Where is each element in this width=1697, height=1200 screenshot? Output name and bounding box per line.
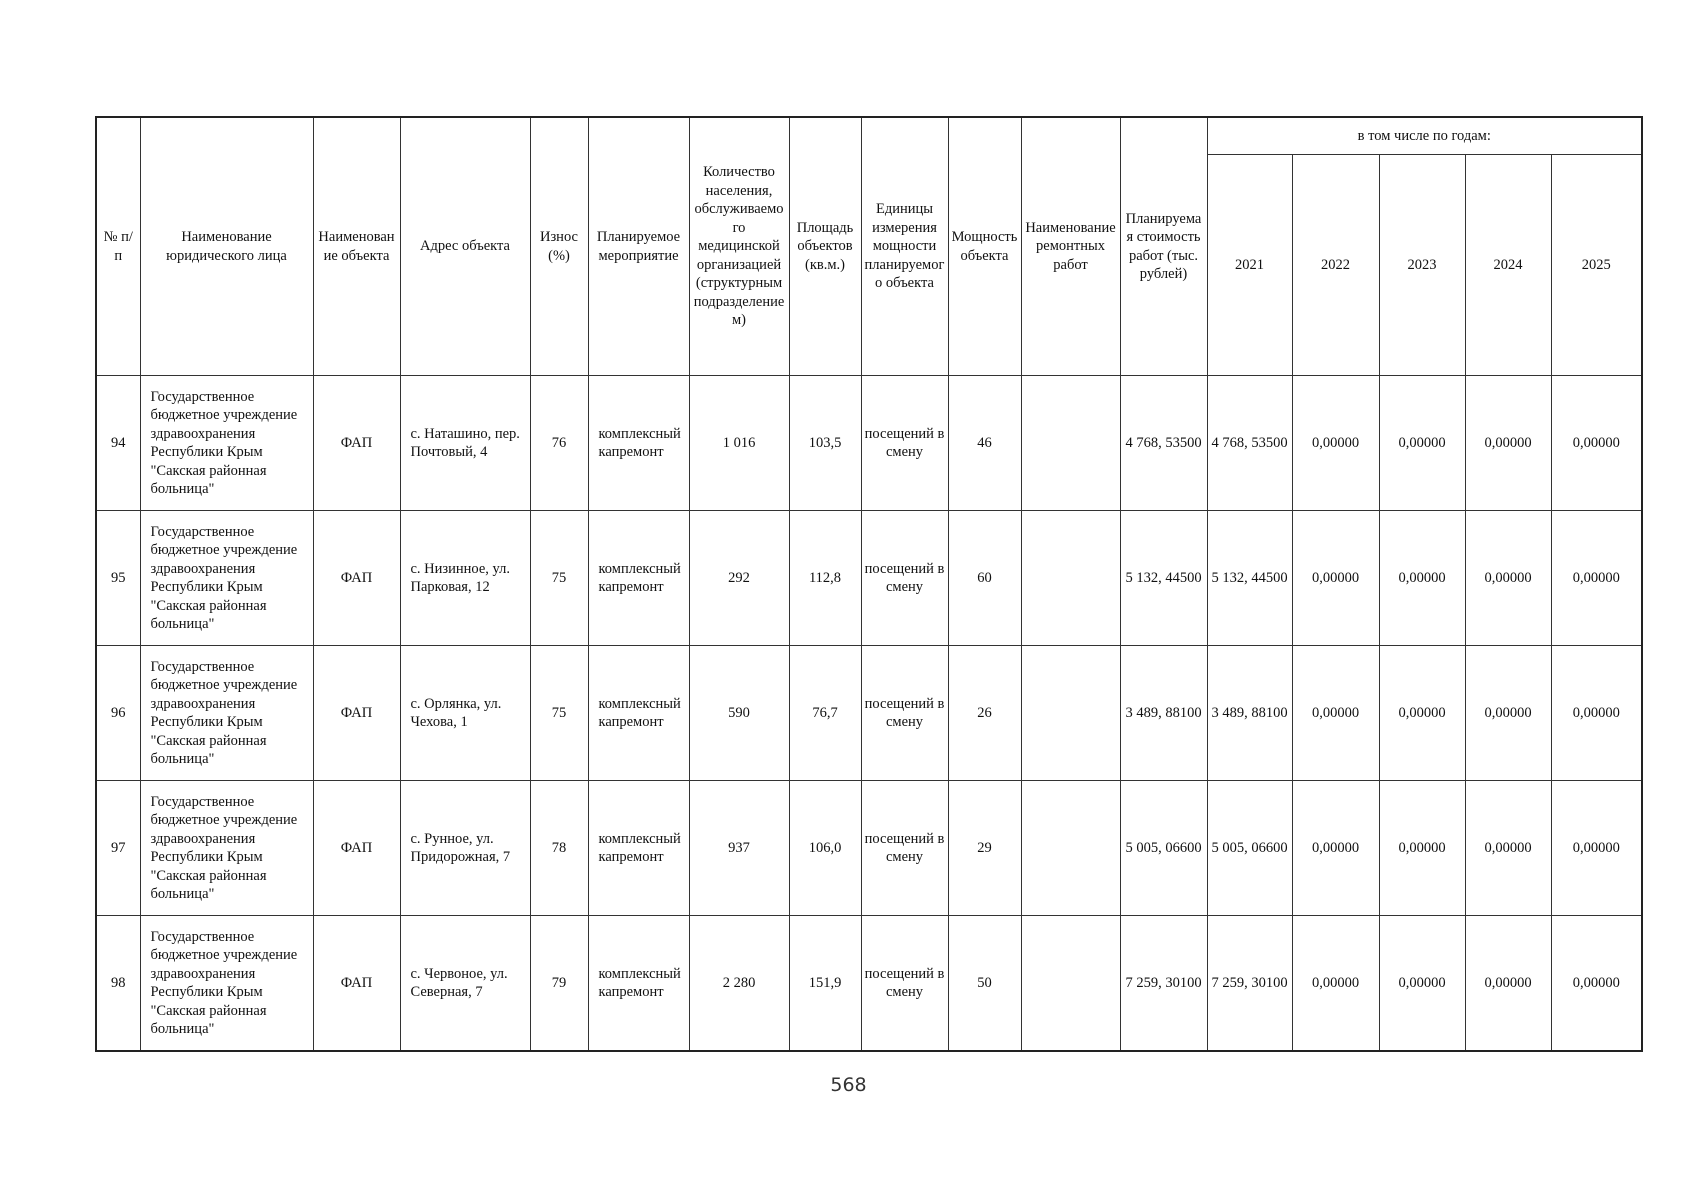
header-legal-entity: Наименование юридического лица (140, 117, 313, 376)
cell-planned-cost: 4 768, 53500 (1120, 376, 1207, 511)
cell-capacity: 46 (948, 376, 1021, 511)
cell-year-2024: 0,00000 (1465, 646, 1551, 781)
header-year-2025: 2025 (1551, 155, 1642, 376)
cell-year-2021: 5 132, 44500 (1207, 511, 1292, 646)
header-year-2021: 2021 (1207, 155, 1292, 376)
header-by-years: в том числе по годам: (1207, 117, 1642, 155)
cell-num: 98 (96, 916, 140, 1052)
cell-capacity-unit: посещений в смену (861, 781, 948, 916)
cell-planned-cost: 5 132, 44500 (1120, 511, 1207, 646)
capital-repair-table (95, 116, 1643, 1052)
header-capacity-unit: Единицы измерения мощности планируемого объекта (861, 117, 948, 376)
cell-year-2025: 0,00000 (1551, 781, 1642, 916)
cell-year-2021: 5 005, 06600 (1207, 781, 1292, 916)
cell-year-2024: 0,00000 (1465, 916, 1551, 1052)
cell-area: 106,0 (789, 781, 861, 916)
cell-wear: 78 (530, 781, 588, 916)
cell-year-2025: 0,00000 (1551, 646, 1642, 781)
header-wear: Износ (%) (530, 117, 588, 376)
cell-year-2024: 0,00000 (1465, 781, 1551, 916)
cell-wear: 76 (530, 376, 588, 511)
cell-year-2021: 7 259, 30100 (1207, 916, 1292, 1052)
cell-planned-cost: 3 489, 88100 (1120, 646, 1207, 781)
cell-legal-entity: Государственное бюджетное учреждение здравоохранения Республики Крым "Сакская районная больница" (140, 376, 313, 511)
header-planned-event: Планируемое мероприятие (588, 117, 689, 376)
cell-repair-works (1021, 916, 1120, 1052)
cell-year-2023: 0,00000 (1379, 916, 1465, 1052)
cell-legal-entity: Государственное бюджетное учреждение здравоохранения Республики Крым "Сакская районная больница" (140, 916, 313, 1052)
cell-address: с. Низинное, ул. Парковая, 12 (400, 511, 530, 646)
cell-year-2025: 0,00000 (1551, 376, 1642, 511)
cell-num: 95 (96, 511, 140, 646)
header-object-name: Наименование объекта (313, 117, 400, 376)
cell-year-2023: 0,00000 (1379, 376, 1465, 511)
cell-wear: 75 (530, 511, 588, 646)
cell-year-2022: 0,00000 (1292, 646, 1379, 781)
cell-address: с. Наташино, пер. Почтовый, 4 (400, 376, 530, 511)
cell-repair-works (1021, 646, 1120, 781)
cell-capacity: 26 (948, 646, 1021, 781)
cell-wear: 79 (530, 916, 588, 1052)
cell-year-2021: 3 489, 88100 (1207, 646, 1292, 781)
cell-num: 96 (96, 646, 140, 781)
cell-year-2024: 0,00000 (1465, 376, 1551, 511)
table-row (96, 916, 1642, 1052)
cell-area: 103,5 (789, 376, 861, 511)
cell-capacity-unit: посещений в смену (861, 376, 948, 511)
cell-population: 2 280 (689, 916, 789, 1052)
cell-num: 94 (96, 376, 140, 511)
cell-repair-works (1021, 376, 1120, 511)
cell-capacity-unit: посещений в смену (861, 916, 948, 1052)
header-area: Площадь объектов (кв.м.) (789, 117, 861, 376)
cell-year-2023: 0,00000 (1379, 646, 1465, 781)
page-number: 568 (830, 1074, 867, 1096)
cell-legal-entity: Государственное бюджетное учреждение здравоохранения Республики Крым "Сакская районная больница" (140, 511, 313, 646)
header-year-2023: 2023 (1379, 155, 1465, 376)
cell-capacity-unit: посещений в смену (861, 511, 948, 646)
cell-legal-entity: Государственное бюджетное учреждение здравоохранения Республики Крым "Сакская районная больница" (140, 781, 313, 916)
cell-year-2022: 0,00000 (1292, 916, 1379, 1052)
table-row (96, 781, 1642, 916)
cell-address: с. Орлянка, ул. Чехова, 1 (400, 646, 530, 781)
table-row (96, 646, 1642, 781)
table-row (96, 511, 1642, 646)
header-year-2024: 2024 (1465, 155, 1551, 376)
cell-year-2022: 0,00000 (1292, 376, 1379, 511)
header-repair-works: Наименование ремонтных работ (1021, 117, 1120, 376)
cell-year-2024: 0,00000 (1465, 511, 1551, 646)
table-row (96, 376, 1642, 511)
header-year-2022: 2022 (1292, 155, 1379, 376)
document-sheet (95, 116, 1631, 1052)
cell-year-2022: 0,00000 (1292, 511, 1379, 646)
cell-planned-event: комплексный капремонт (588, 376, 689, 511)
cell-area: 151,9 (789, 916, 861, 1052)
cell-year-2021: 4 768, 53500 (1207, 376, 1292, 511)
cell-year-2023: 0,00000 (1379, 511, 1465, 646)
cell-wear: 75 (530, 646, 588, 781)
cell-capacity: 50 (948, 916, 1021, 1052)
cell-capacity-unit: посещений в смену (861, 646, 948, 781)
cell-object-name: ФАП (313, 781, 400, 916)
cell-repair-works (1021, 781, 1120, 916)
cell-planned-event: комплексный капремонт (588, 511, 689, 646)
cell-object-name: ФАП (313, 376, 400, 511)
cell-num: 97 (96, 781, 140, 916)
cell-planned-event: комплексный капремонт (588, 781, 689, 916)
cell-legal-entity: Государственное бюджетное учреждение здравоохранения Республики Крым "Сакская районная больница" (140, 646, 313, 781)
header-population: Количество населения, обслуживаемого медицинской организацией (структурным подразделением) (689, 117, 789, 376)
cell-year-2023: 0,00000 (1379, 781, 1465, 916)
cell-planned-event: комплексный капремонт (588, 916, 689, 1052)
cell-capacity: 29 (948, 781, 1021, 916)
cell-planned-event: комплексный капремонт (588, 646, 689, 781)
cell-area: 76,7 (789, 646, 861, 781)
cell-population: 590 (689, 646, 789, 781)
cell-area: 112,8 (789, 511, 861, 646)
cell-year-2025: 0,00000 (1551, 511, 1642, 646)
cell-planned-cost: 7 259, 30100 (1120, 916, 1207, 1052)
cell-year-2022: 0,00000 (1292, 781, 1379, 916)
cell-address: с. Рунное, ул. Придорожная, 7 (400, 781, 530, 916)
cell-address: с. Червоное, ул. Северная, 7 (400, 916, 530, 1052)
cell-planned-cost: 5 005, 06600 (1120, 781, 1207, 916)
cell-repair-works (1021, 511, 1120, 646)
cell-population: 292 (689, 511, 789, 646)
cell-year-2025: 0,00000 (1551, 916, 1642, 1052)
header-capacity: Мощность объекта (948, 117, 1021, 376)
table-header-row-1 (96, 117, 1642, 155)
header-num: № п/п (96, 117, 140, 376)
cell-capacity: 60 (948, 511, 1021, 646)
header-address: Адрес объекта (400, 117, 530, 376)
header-planned-cost: Планируемая стоимость работ (тыс. рублей) (1120, 117, 1207, 376)
cell-object-name: ФАП (313, 916, 400, 1052)
cell-population: 1 016 (689, 376, 789, 511)
cell-population: 937 (689, 781, 789, 916)
cell-object-name: ФАП (313, 646, 400, 781)
cell-object-name: ФАП (313, 511, 400, 646)
